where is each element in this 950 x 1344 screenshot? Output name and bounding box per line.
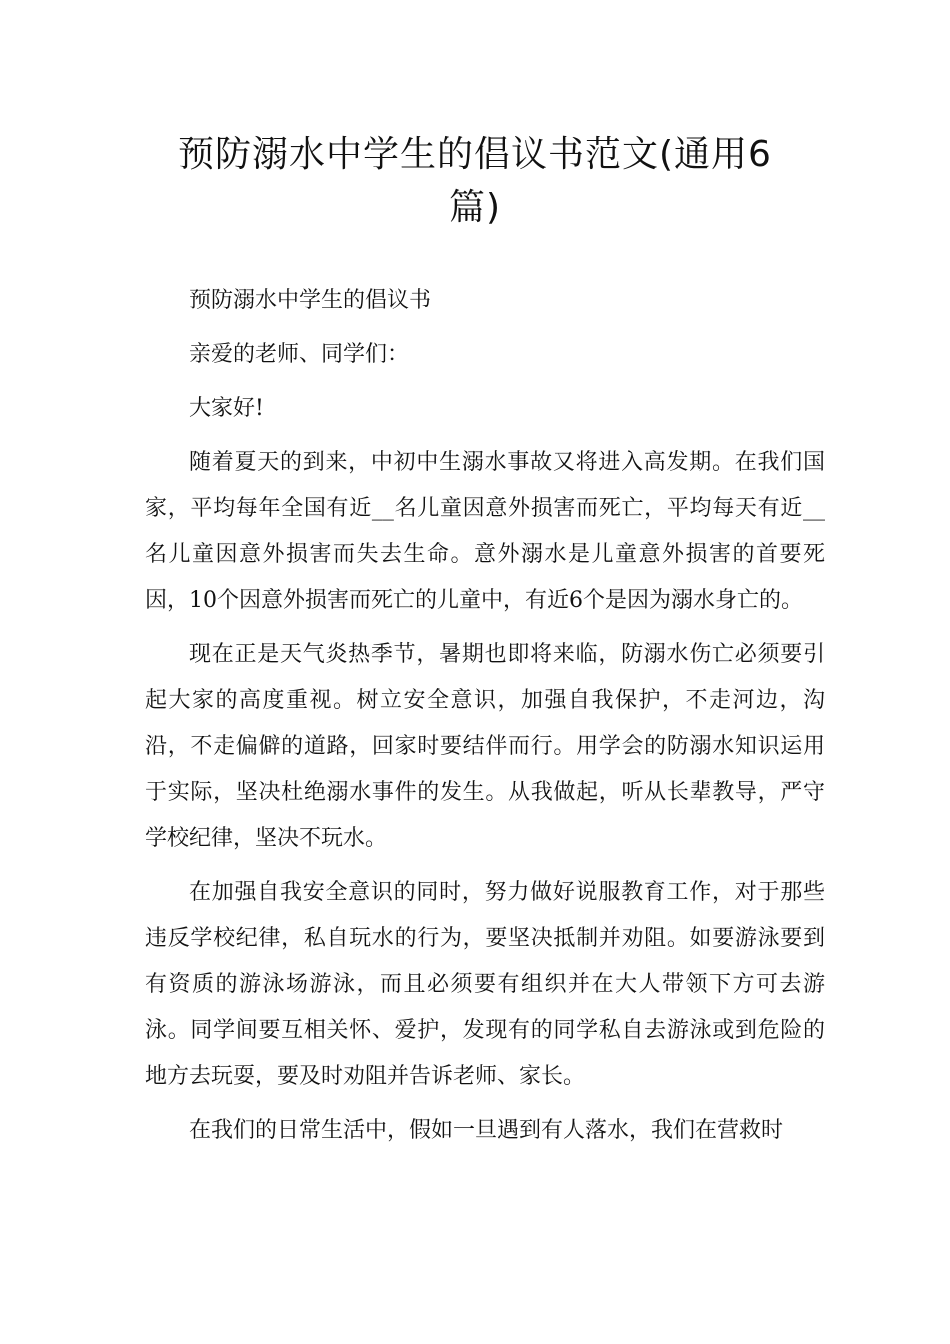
document-body — [145, 278, 825, 1154]
document-title-line-2: 篇) — [448, 187, 502, 228]
paragraph-persuasion: 在加强自我安全意识的同时，努力做好说服教育工作，对于那些违反学校纪律，私自玩水的行为，要坚决抵制并劝阻。如要游泳要到有资质的游泳场游泳，而且必须要有组织并在大人带领下方可去游泳。同学间要互相关怀、爱护，发现有的同学私自去游泳或到危险的地方去玩耍，要及时劝阻并告诉老师、家长。 — [145, 880, 825, 1089]
paragraph-intro: 随着夏天的到来，中初中生溺水事故又将进入高发期。在我们国家，平均每年全国有近__名儿童因意外损害而死亡，平均每天有近__名儿童因意外损害而失去生命。意外溺水是儿童意外损害的首要死因，10个因意外损害而死亡的儿童中，有近6个是因为溺水身亡的。 — [145, 450, 825, 613]
paragraph-rescue: 在我们的日常生活中，假如一旦遇到有人落水，我们在营救时 — [189, 1118, 784, 1143]
document-title-line-1: 预防溺水中学生的倡议书范文(通用6 — [178, 134, 772, 175]
paragraph-safety-awareness: 现在正是天气炎热季节，暑期也即将来临，防溺水伤亡必须要引起大家的高度重视。树立安全意识，加强自我保护，不走河边，沟沿，不走偏僻的道路，回家时要结伴而行。用学会的防溺水知识运用于实际，坚决杜绝溺水事件的发生。从我做起，听从长辈教导，严守学校纪律，坚决不玩水。 — [145, 642, 825, 851]
document-title — [120, 128, 830, 234]
paragraph-heading: 预防溺水中学生的倡议书 — [189, 288, 432, 313]
paragraph-salutation: 亲爱的老师、同学们： — [189, 342, 410, 367]
paragraph-greeting: 大家好! — [189, 396, 264, 421]
